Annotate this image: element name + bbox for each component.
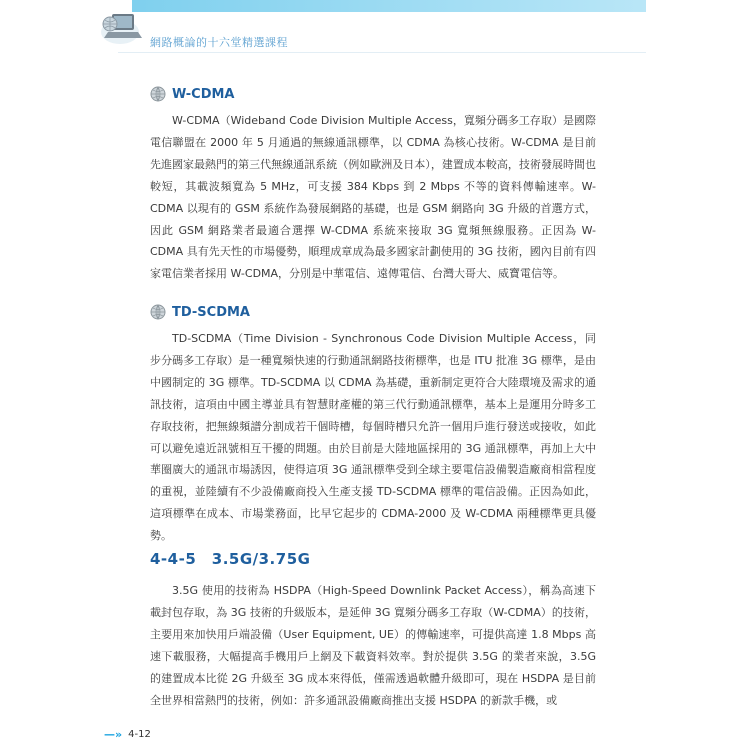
section-body: W-CDMA（Wideband Code Division Multiple Access，寬頻分碼多工存取）是國際電信聯盟在 2000 年 5 月通過的無線通訊標準，以 CDMA 為核心技術。W-CDMA 是目前先進國家最熱門的第三代無線通訊系統（例如歐洲及日本），建置成本較高，技術發展時間也較短，其載波頻寬為 5 MHz，可支援 384 Kbps 到 2 Mbps 不等的資料傳輸速率。W-CDMA 以現有的 GSM 系統作為發展網路的基礎，也是 GSM 網路向 3G 升級的首選方式，因此 GSM 網路業者最適合選擇 W-CDMA 系統來接取 3G 寬頻無線服務。正因為 W-CDMA 具有先天性的市場優勢，順理成章成為最多國家計劃使用的 3G 技術，國內目前有四家電信業者採用 W-CDMA，分別是中華電信、遠傳電信、台灣大哥大、威寶電信等。 bbox=[150, 114, 596, 281]
page-header bbox=[0, 0, 750, 58]
page-footer bbox=[104, 728, 151, 741]
header-title: 網路概論的十六堂精選課程 bbox=[150, 36, 288, 49]
section-heading bbox=[150, 302, 596, 322]
section-body: TD-SCDMA（Time Division - Synchronous Code Division Multiple Access，同步分碼多工存取）是一種寬頻快速的行動通訊網路技術標準，也是 ITU 批准 3G 標準，是由中國制定的 3G 標準。TD-SCDMA 以 CDMA 為基礎，重新制定更符合大陸環境及需求的通訊技術，這項由中國主導並具有智慧財產權的第三代行動通訊標準，基本上是運用分時多工存取技術，把無線頻譜分割成若干個時槽，每個時槽只允許一個用戶進行發送或接收，如此可以避免遠近訊號相互干擾的問題。由於目前是大陸地區採用的 3G 通訊標準，再加上大中華圈廣大的通訊市場誘因，使得這項 3G 通訊標準受到全球主要電信設備製造廠商相當程度的重視，並陸續有不少設備廠商投入生產支援 TD-SCDMA 標準的電信設備。正因為如此，這項標準在成本、市場業務面，比早它起步的 CDMA-2000 及 W-CDMA 兩種標準更具優勢。 bbox=[150, 332, 596, 543]
laptop-globe-icon bbox=[100, 6, 146, 46]
section-heading-text: W-CDMA bbox=[172, 86, 235, 102]
subsection-body: 3.5G 使用的技術為 HSDPA（High-Speed Downlink Packet Access），稱為高速下載封包存取，為 3G 技術的升級版本，是延伸 3G 寬頻分碼多工存取（W-CDMA）的技術，主要用來加快用戶端設備（User Equipment, UE）的傳輸速率，可提供高達 1.8 Mbps 高速下載服務，大幅提高手機用戶上網及下載資料效率。對於提供 3.5G 的業者來說，3.5G 的建置成本比從 2G 升級至 3G 成本來得低，僅需透過軟體升級即可，現在 HSDPA 是目前全世界相當熱門的技術，例如：許多通訊設備廠商推出支援 HSDPA 的新款手機，或 bbox=[150, 584, 596, 707]
section-td-scdma bbox=[150, 302, 596, 547]
globe-icon bbox=[150, 86, 166, 102]
page-number: 4-12 bbox=[128, 729, 151, 740]
section-w-cdma bbox=[150, 84, 596, 285]
header-rule bbox=[118, 52, 646, 53]
arrow-right-icon: —» bbox=[104, 728, 123, 741]
section-heading bbox=[150, 84, 596, 104]
subsection-body-container bbox=[150, 580, 596, 711]
section-heading-text: TD-SCDMA bbox=[172, 304, 250, 320]
subsection-title: 4-4-5 3.5G/3.75G bbox=[150, 550, 311, 568]
header-color-bar bbox=[132, 0, 646, 12]
globe-icon bbox=[150, 304, 166, 320]
